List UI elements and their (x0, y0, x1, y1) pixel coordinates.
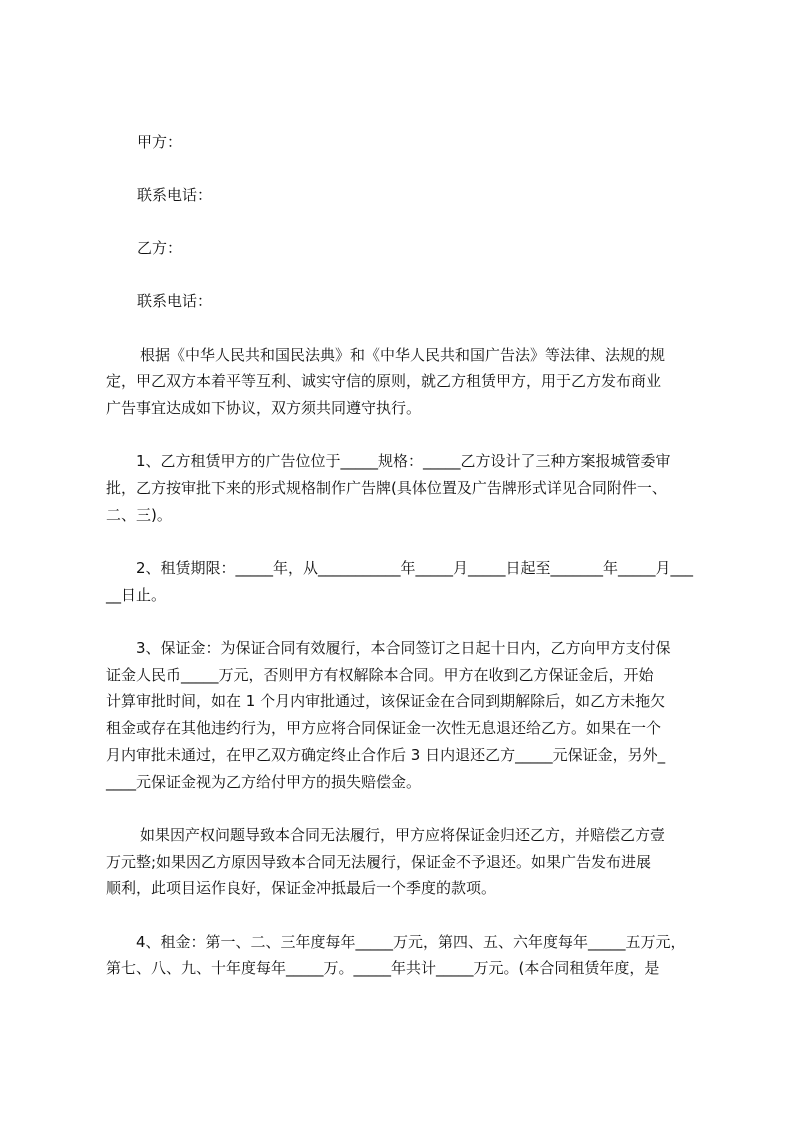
text-line: 月内审批未通过，在甲乙双方确定终止合作后 3 日内退还乙方_____元保证金，另外_ (106, 746, 666, 764)
text-line: 第七、八、九、十年度每年_____万。_____年共计_____万元。(本合同租赁年度，是 (106, 959, 660, 977)
text-line: 二、三)。 (106, 506, 172, 524)
text-line: 万元整;如果因乙方原因导致本合同无法履行，保证金不予退还。如果广告发布进展 (106, 853, 652, 871)
text-line: ____元保证金视为乙方给付甲方的损失赔偿金。 (106, 773, 422, 791)
text-line: 1、乙方租赁甲方的广告位位于_____规格：_____乙方设计了三种方案报城管委审 (136, 452, 671, 470)
text-line: 根据《中华人民共和国民法典》和《中华人民共和国广告法》等法律、法规的规 (140, 346, 666, 364)
text-line: 如果因产权问题导致本合同无法履行，甲方应将保证金归还乙方，并赔偿乙方壹 (140, 826, 666, 844)
party-b-phone-label: 联系电话： (137, 292, 213, 310)
text-line: 计算审批时间，如在 1 个月内审批通过，该保证金在合同到期解除后，如乙方未拖欠 (106, 692, 666, 710)
text-line: 广告事宜达成如下协议，双方须共同遵守执行。 (106, 399, 422, 417)
party-b-label: 乙方： (137, 239, 183, 257)
party-a-label: 甲方： (137, 133, 183, 151)
text-line: 证金人民币_____万元，否则甲方有权解除本合同。甲方在收到乙方保证金后，开始 (106, 666, 654, 684)
text-line: 租金或存在其他违约行为，甲方应将合同保证金一次性无息退还给乙方。如果在一个 (106, 719, 662, 737)
text-line: 4、租金：第一、二、三年度每年_____万元，第四、五、六年度每年_____五万元， (136, 933, 686, 951)
text-line: 定，甲乙双方本着平等互利、诚实守信的原则，就乙方租赁甲方，用于乙方发布商业 (106, 372, 662, 390)
text-line: __日止。 (106, 586, 167, 604)
party-a-phone-label: 联系电话： (137, 186, 213, 204)
text-line: 2、租赁期限：_____年，从___________年_____月_____日起至_______年_____月___ (136, 559, 694, 577)
text-line: 3、保证金：为保证合同有效履行，本合同签订之日起十日内，乙方向甲方支付保 (136, 639, 671, 657)
text-line: 顺利，此项目运作良好，保证金冲抵最后一个季度的款项。 (106, 879, 497, 897)
text-line: 批，乙方按审批下来的形式规格制作广告牌(具体位置及广告牌形式详见合同附件一、 (106, 479, 667, 497)
